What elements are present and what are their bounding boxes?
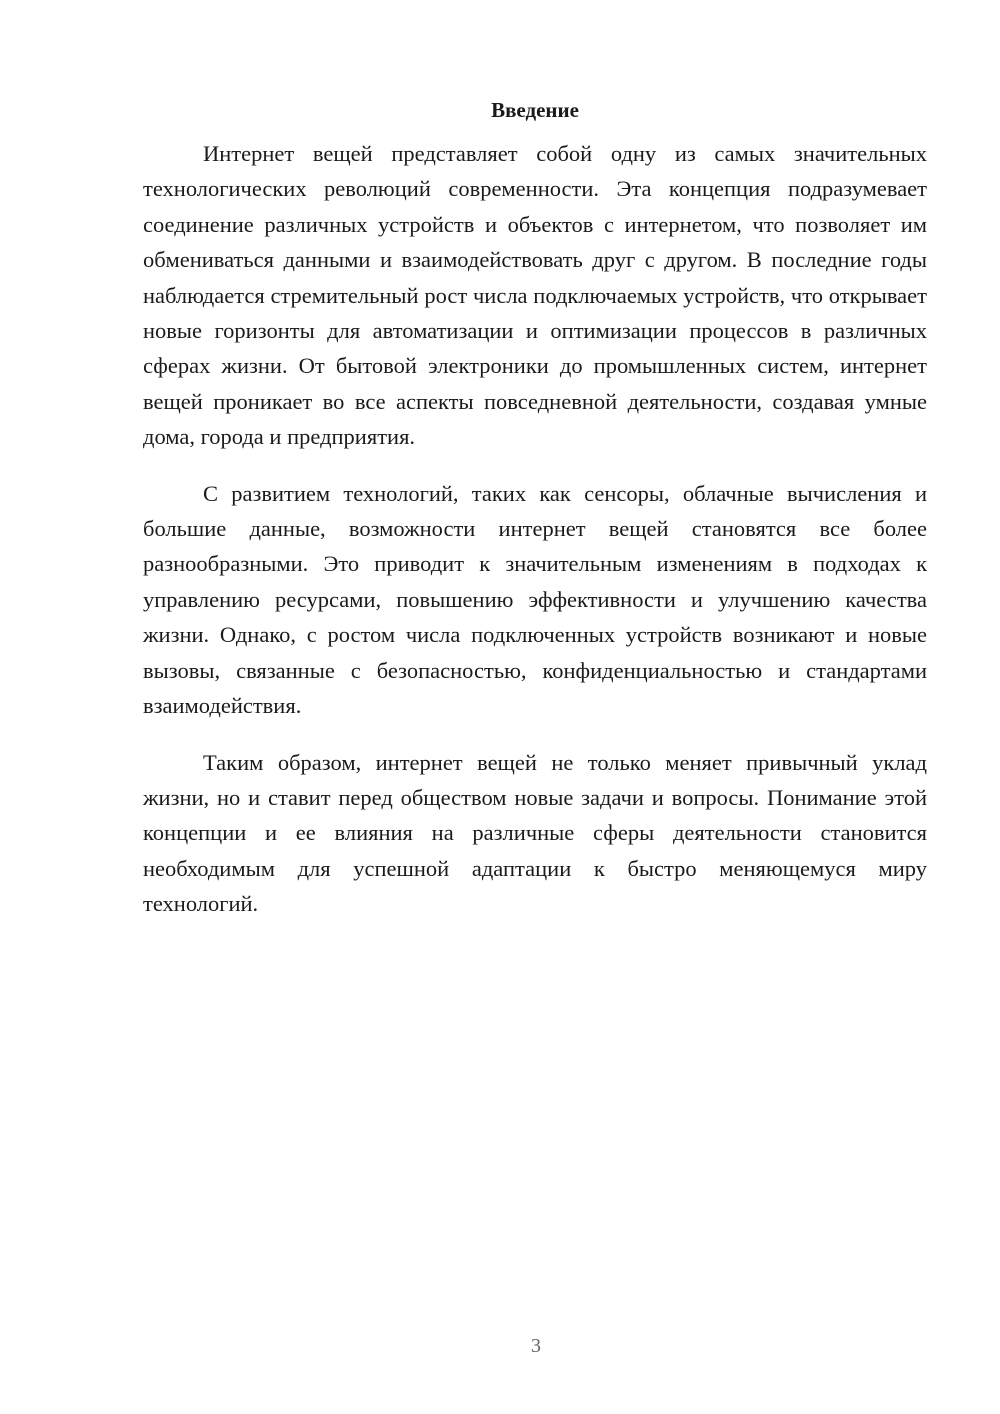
paragraph-2: С развитием технологий, таких как сенсоры, облачные вычисления и большие данные, возможности интернет вещей становятся все более разнообразными. Это приводит к значительным изменениям в подходах к управлению ресурсами, повышению эффективности и улучшению качества жизни. Однако, с ростом числа подключенных устройств возникают и новые вызовы, связанные с безопасностью, конфиденциальностью и стандартами взаимодействия. — [143, 480, 927, 719]
paragraph-1: Интернет вещей представляет собой одну из самых значительных технологических революций современности. Эта концепция подразумевает соединение различных устройств и объектов с интернетом, что позволяет им обмениваться данными и взаимодействовать друг с другом. В последние годы наблюдается стремительный рост числа подключаемых устройств, что открывает новые горизонты для автоматизации и оптимизации процессов в различных сферах жизни. От бытовой электроники до промышленных систем, интернет вещей проникает во все аспекты повседневной деятельности, создавая умные дома, города и предприятия. — [143, 141, 927, 450]
page-number: 3 — [531, 1335, 541, 1357]
paragraph-3: Таким образом, интернет вещей не только меняет привычный уклад жизни, но и ставит перед обществом новые задачи и вопросы. Понимание этой концепции и ее влияния на различные сферы деятельности становится необходимым для успешной адаптации к быстро меняющемуся миру технологий. — [143, 749, 927, 917]
page-content — [143, 96, 927, 922]
section-title: Введение — [491, 98, 579, 122]
